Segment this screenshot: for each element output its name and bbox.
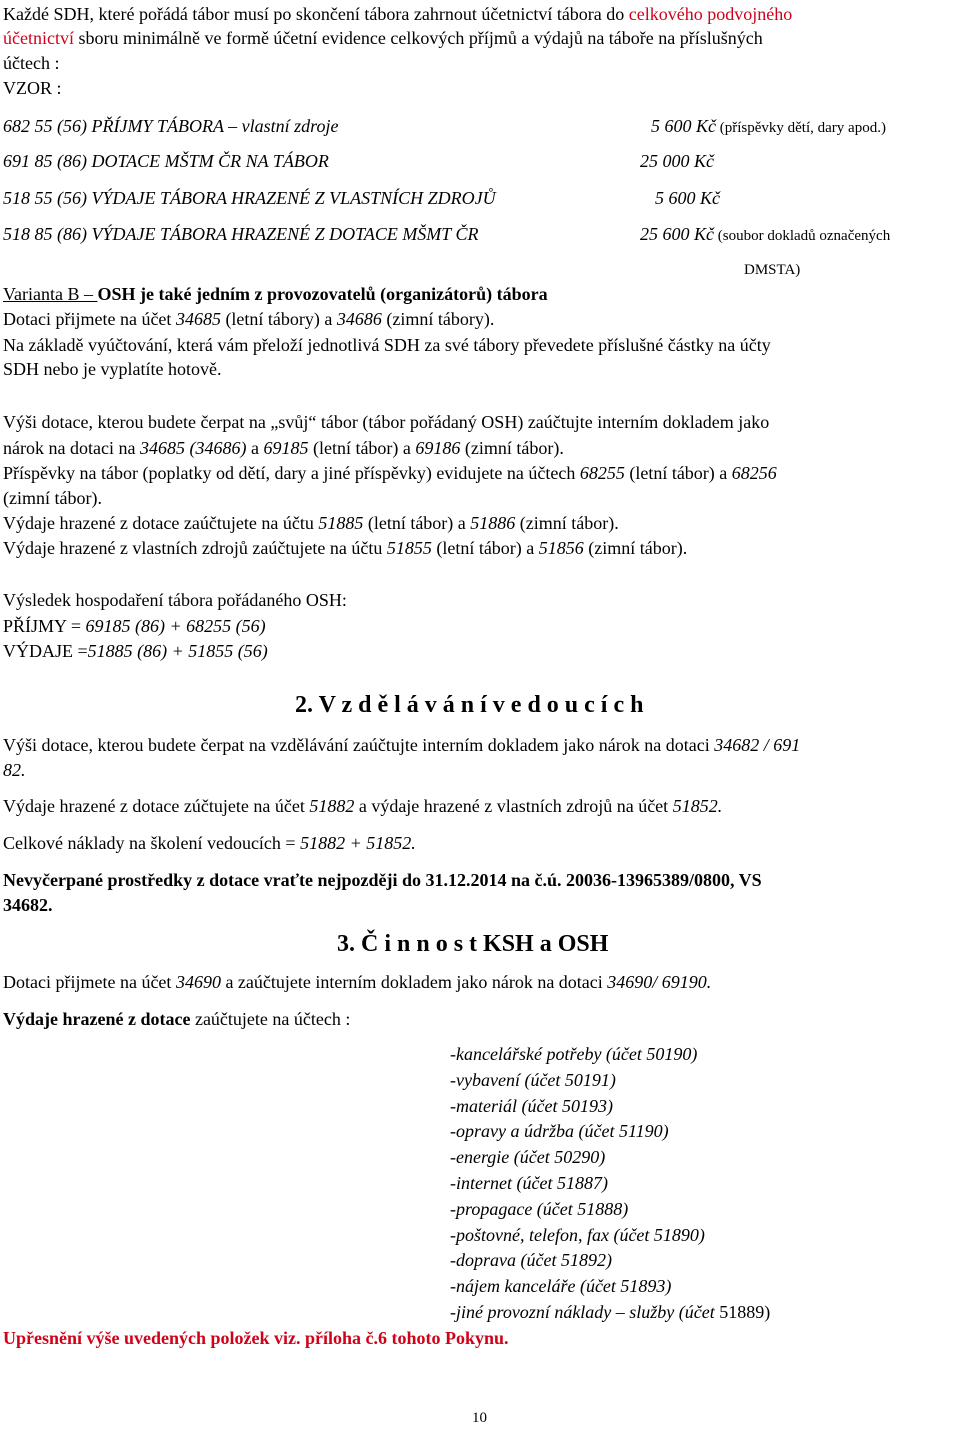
vzor-row-2-label: 691 85 (86) DOTACE MŠTM ČR NA TÁBOR — [3, 151, 329, 171]
expense-list — [450, 1042, 770, 1326]
vzor-row-4-amount: 25 600 Kč (soubor dokladů označených — [640, 224, 891, 244]
list-item: -vybavení (účet 50191) — [450, 1069, 616, 1090]
intro-line-3: účtech : — [3, 53, 60, 73]
list-item: -opravy a údržba (účet 51190) — [450, 1121, 669, 1142]
varianta-heading: Varianta B – OSH je také jedním z provozovatelů (organizátorů) tábora — [3, 284, 548, 304]
para1-line-5: Výdaje hrazené z dotace zaúčtujete na účtu 51885 (letní tábor) a 51886 (zimní tábor). — [3, 513, 619, 533]
footer-note: Upřesnění výše uvedených položek viz. příloha č.6 tohoto Pokynu. — [3, 1328, 509, 1348]
varianta-line-4: SDH nebo je vyplatíte hotově. — [3, 359, 222, 379]
list-item: -doprava (účet 51892) — [450, 1250, 612, 1271]
page-number: 10 — [472, 1410, 487, 1426]
varianta-line-2: Dotaci přijmete na účet 34685 (letní tábory) a 34686 (zimní tábory). — [3, 309, 495, 329]
para1-line-4: (zimní tábor). — [3, 488, 102, 508]
section-3-heading: 3. Č i n n o s t KSH a OSH — [337, 931, 609, 957]
vzor-row-4-label: 518 85 (86) VÝDAJE TÁBORA HRAZENÉ Z DOTACE MŠMT ČR — [3, 224, 479, 244]
vzor-row-3-amount: 5 600 Kč — [655, 188, 720, 208]
vzor-row-2-amount: 25 000 Kč — [640, 151, 714, 171]
intro-line-1: Každé SDH, které pořádá tábor musí po skončení tábora zahrnout účetnictví tábora do celkového podvojného — [3, 4, 793, 24]
list-item: -nájem kanceláře (účet 51893) — [450, 1276, 672, 1297]
list-item: -poštovné, telefon, fax (účet 51890) — [450, 1224, 705, 1245]
para1-line-1: Výši dotace, kterou budete čerpat na „svůj“ tábor (tábor pořádaný OSH) zaúčtujte interním dokladem jako — [3, 412, 770, 432]
vzor-row-3-label: 518 55 (56) VÝDAJE TÁBORA HRAZENÉ Z VLASTNÍCH ZDROJŮ — [3, 188, 496, 208]
section2-line-6: 34682. — [3, 895, 53, 915]
vzor-row-4-note-cont: DMSTA) — [744, 262, 801, 278]
list-item: -jiné provozní náklady – služby (účet 51889) — [450, 1301, 771, 1322]
list-item: -internet (účet 51887) — [450, 1172, 608, 1193]
section2-line-2: 82. — [3, 760, 26, 780]
intro-line-2: účetnictví sboru minimálně ve formě účetní evidence celkových příjmů a výdajů na táboře na příslušných — [3, 28, 763, 48]
vysledek-title: Výsledek hospodaření tábora pořádaného OSH: — [3, 590, 347, 610]
para1-line-6: Výdaje hrazené z vlastních zdrojů zaúčtujete na účtu 51855 (letní tábor) a 51856 (zimní tábor). — [3, 538, 688, 558]
section2-line-3: Výdaje hrazené z dotace zúčtujete na účet 51882 a výdaje hrazené z vlastních zdrojů na účet 51852. — [3, 796, 723, 816]
section2-line-1: Výši dotace, kterou budete čerpat na vzdělávání zaúčtujte interním dokladem jako nárok na dotaci 34682 / 691 — [3, 735, 801, 755]
section2-line-5: Nevyčerpané prostředky z dotace vraťte nejpozději do 31.12.2014 na č.ú. 20036-13965389/0800, VS — [3, 870, 762, 890]
list-item: -energie (účet 50290) — [450, 1147, 606, 1168]
para1-line-2: nárok na dotaci na 34685 (34686) a 69185 (letní tábor) a 69186 (zimní tábor). — [3, 438, 564, 458]
list-item: -kancelářské potřeby (účet 50190) — [450, 1044, 698, 1064]
vysledek-vydaje: VÝDAJE =51885 (86) + 51855 (56) — [3, 641, 268, 661]
vzor-row-1-label: 682 55 (56) PŘÍJMY TÁBORA – vlastní zdroje — [3, 116, 339, 136]
list-item: -propagace (účet 51888) — [450, 1198, 629, 1219]
section2-line-4: Celkové náklady na školení vedoucích = 51882 + 51852. — [3, 833, 416, 853]
section3-line-1: Dotaci přijmete na účet 34690 a zaúčtujete interním dokladem jako nárok na dotaci 34690/ 69190. — [3, 972, 712, 992]
vzor-row-1-amount: 5 600 Kč (příspěvky dětí, dary apod.) — [651, 116, 886, 136]
list-item: -materiál (účet 50193) — [450, 1095, 613, 1116]
section-2-heading: 2. V z d ě l á v á n í v e d o u c í c h — [295, 692, 644, 718]
section3-line-2: Výdaje hrazené z dotace zaúčtujete na účtech : — [3, 1009, 351, 1029]
vzor-label: VZOR : — [3, 78, 62, 98]
varianta-line-3: Na základě vyúčtování, která vám přeloží jednotlivá SDH za své tábory převedete příslušné částky na účty — [3, 335, 771, 355]
vysledek-prijmy: PŘÍJMY = 69185 (86) + 68255 (56) — [3, 616, 266, 636]
para1-line-3: Příspěvky na tábor (poplatky od dětí, dary a jiné příspěvky) evidujete na účtech 68255 (letní tábor) a 68256 — [3, 463, 777, 483]
